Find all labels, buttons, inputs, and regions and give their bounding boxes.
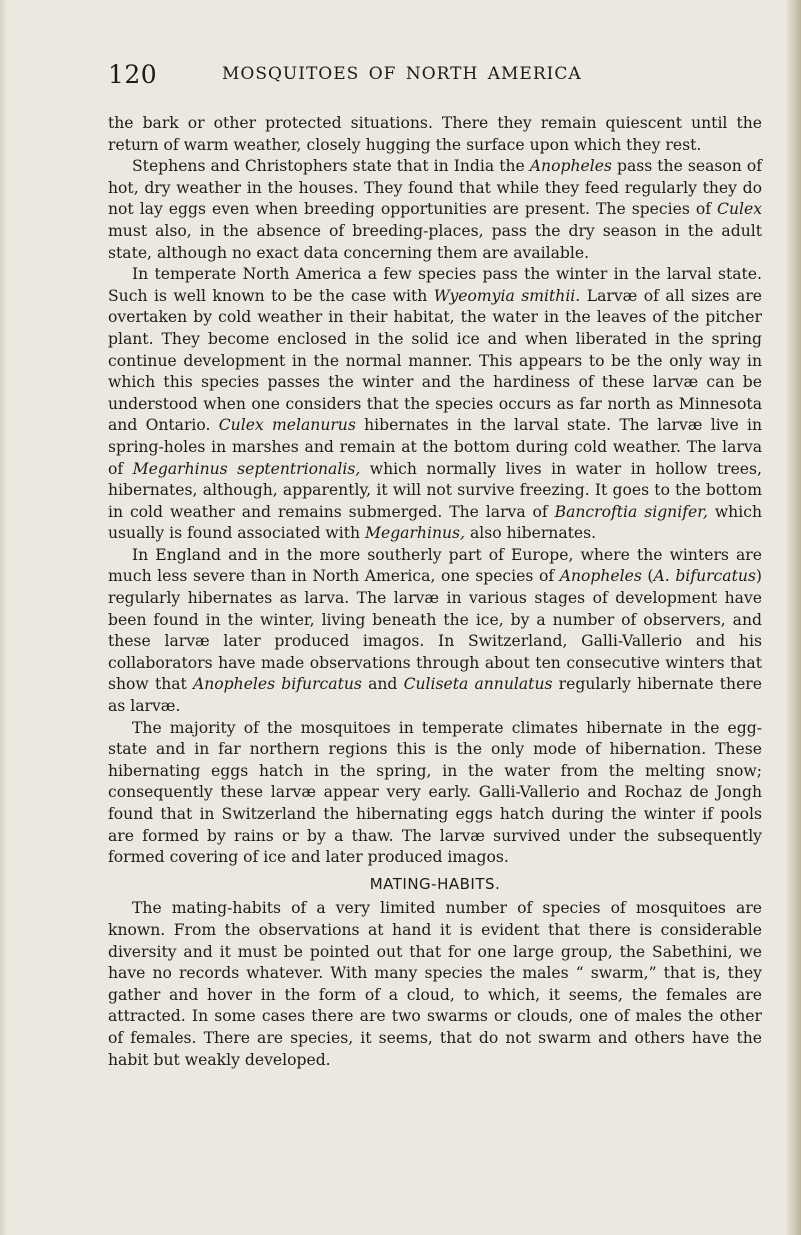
text-run: pass the season of hot, dry weather in the houses. They found that while they feed regularly they do not lay eggs even when breeding opportunities are present. The species of: [108, 157, 762, 219]
text-run: Stephens and Christophers state that in India the: [132, 157, 530, 176]
italic-term: Bancroftia signifer,: [554, 502, 708, 521]
italic-term: Wyeomyia smithii.: [433, 286, 581, 305]
text-run: Larvæ of all sizes are overtaken by cold weather in their habitat, the water in the leaves of the pitcher plant. They become enclosed in the solid ice and when liberated in the spring continue development in the normal manner. This appears to be the only way in which this species passes the winter and the hardiness of these larvæ can be understood when one considers that the species occurs as far north as Minnesota and Ontario.: [108, 286, 762, 435]
italic-term: Culex: [717, 200, 762, 219]
paragraph: [108, 545, 762, 718]
italic-term: A. bifurcatus: [653, 567, 756, 586]
text-run: and: [361, 675, 404, 694]
italic-term: Culiseta annulatus: [403, 675, 553, 694]
text-run: (: [641, 567, 654, 586]
text-run: must also, in the absence of breeding-places, pass the dry season in the adult state, although no exact data concerning them are available.: [108, 221, 762, 262]
italic-term: Megarhinus septentrionalis,: [132, 459, 361, 478]
text-run: regularly hibernate there as larvæ.: [108, 675, 762, 716]
italic-term: Anopheles bifurcatus: [192, 675, 362, 694]
text-run: ) regularly hibernates as larva. The larvæ in various stages of development have been found in the winter, living beneath the ice, by a number of observers, and these larvæ later produced imagos. In Switzerland, Galli-Vallerio and his collaborators have made observations through about ten consecutive winters that show that: [108, 567, 762, 694]
running-head: MOSQUITOES OF NORTH AMERICA: [222, 64, 582, 84]
italic-term: Culex melanurus: [218, 416, 356, 435]
text-run: the bark or other protected situations. There they remain quiescent until the return of warm weather, closely hugging the surface upon which they rest.: [108, 114, 762, 154]
text-run: which normally lives in water in hollow trees, hibernates, although, apparently, it will not survive freezing. It goes to the bottom in cold weather and remains submerged. The larva of: [108, 459, 762, 521]
section-heading: MATING-HABITS.: [369, 874, 501, 893]
paragraph: [108, 718, 762, 869]
body-text: [108, 113, 762, 1071]
text-run: The majority of the mosquitoes in temperate climates hibernate in the egg-state and in far northern regions this is the only mode of hibernation. These hibernating eggs hatch in the spring, in the water from the melting snow; consequently these larvæ appear very early. Galli-Vallerio and Rochaz de Jongh found that in Switzerland the hibernating eggs hatch during the winter if pools are formed by rains or by a thaw. The larvæ survived under the subsequently formed covering of ice and later produced imagos.: [108, 718, 762, 867]
italic-term: Anopheles: [559, 567, 642, 586]
page-number: 120: [108, 60, 158, 89]
text-run: In temperate North America a few species pass the winter in the larval state. Such is well known to be the case with: [108, 265, 762, 305]
text-run: In England and in the more southerly part of Europe, where the winters are much less severe than in North America, one species of: [108, 545, 762, 586]
text-run: hibernates in the larval state. The larvæ live in spring-holes in marshes and remain at the bottom during cold weather. The larva of: [108, 416, 763, 478]
paragraph: [108, 264, 762, 545]
text-run: also hibernates.: [465, 524, 597, 543]
paragraph: [108, 898, 762, 1071]
paragraph: [108, 156, 762, 264]
page-right-edge: [787, 0, 801, 1235]
page-header: [108, 60, 748, 90]
italic-term: Anopheles: [529, 157, 612, 176]
text-run: The mating-habits of a very limited number of species of mosquitoes are known. From the observations at hand it is evident that there is considerable diversity and it must be pointed out that for one large group, the Sabethini, we have no records whatever. With many species the males “ swarm,” that is, they gather and hover in the form of a cloud, to which, it seems, the females are attracted. In some cases there are two swarms or clouds, one of males the other of females. There are species, it seems, that do not swarm and others have the habit but weakly developed.: [108, 899, 762, 1069]
paragraph: [108, 113, 762, 156]
text-run: which usually is found associated with: [108, 502, 762, 543]
page-left-edge: [0, 0, 8, 1235]
italic-term: Megarhinus,: [365, 524, 466, 543]
